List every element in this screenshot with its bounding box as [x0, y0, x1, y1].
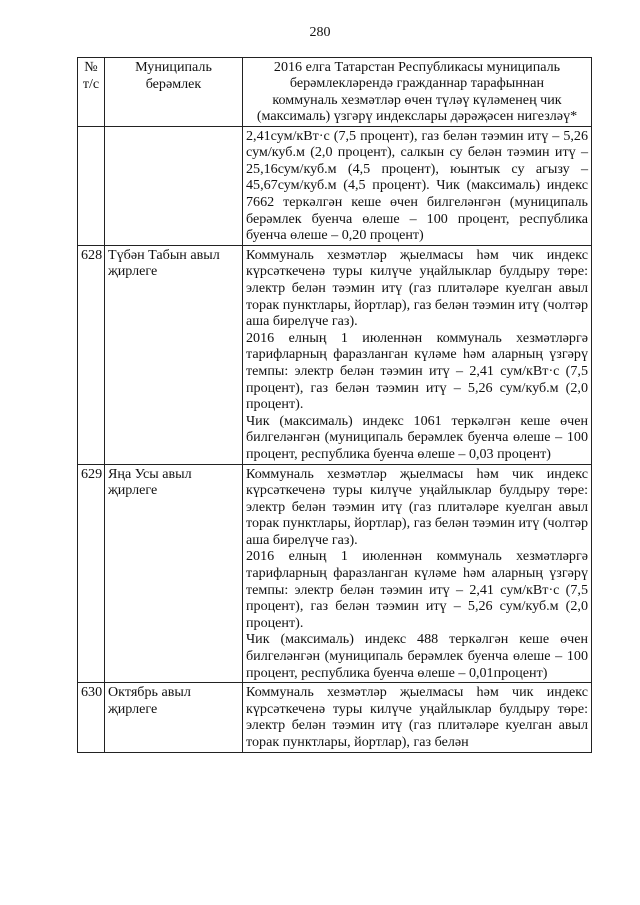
- header-number: [78, 58, 105, 127]
- row-municipality: [105, 126, 243, 245]
- description-paragraph: Коммуналь хезмәтләр җыелмасы һәм чик индекс күрсәткеченә туры килүче уңайлыклар булдыру төре: электр белән тәэмин итү (газ плитәләре куелган авыл торак пунктлары, йортлар), газ белән: [246, 684, 588, 750]
- row-municipality: Октябрь авыл җирлеге: [105, 683, 243, 752]
- table-row-continuation: [78, 126, 592, 245]
- header-description: [243, 58, 592, 127]
- header-description-line1: 2016 елга Татарстан Республикасы муниципаль: [273, 59, 561, 75]
- row-description: [243, 464, 592, 683]
- row-municipality: Яңа Усы авыл җирлеге: [105, 464, 243, 683]
- table-header-row: [78, 58, 592, 127]
- description-paragraph: Чик (максималь) индекс 1061 теркәлгән кеше өчен билгеләнгән (муниципаль берәмлек буенча өлеше – 100 процент, республика буенча өлеше – 0,03 процент): [246, 412, 588, 462]
- row-number: 630: [78, 683, 105, 752]
- description-paragraph: 2016 елның 1 июленнән коммуналь хезмәтләргә тарифларның фаразланган күләме һәм аларның үзгәрү темпы: электр белән тәэмин итү – 2,41 сум/кВт·с (7,5 процент), газ белән тәэмин итү – 5,26 сум/куб.м (2,0 процент).: [246, 548, 588, 631]
- header-number-line1: №: [84, 59, 98, 75]
- row-municipality: Түбән Табын авыл җирлеге: [105, 245, 243, 464]
- table-row: [78, 245, 592, 464]
- row-description: [243, 683, 592, 752]
- row-description: [243, 126, 592, 245]
- header-municipality: [105, 58, 243, 127]
- header-number-line2: т/с: [82, 75, 100, 92]
- header-description-line4: (максималь) үзгәрү индекслары дәрәҗәсен нигезләү*: [256, 108, 578, 125]
- table-row: [78, 464, 592, 683]
- header-description-line3: коммуналь хезмәтләр өчен түләү күләменең чик: [272, 91, 562, 108]
- header-municipality-line1: Муниципаль: [135, 59, 212, 75]
- row-number: [78, 126, 105, 245]
- description-paragraph: 2,41сум/кВт·с (7,5 процент), газ белән тәэмин итү – 5,26 сум/куб.м (2,0 процент), салкын су белән тәэмин итү – 25,16сум/куб.м (4,5 процент), юынтык су агызу – 45,67сум/куб.м (4,5 процент). Чик (максималь) индекс 7662 теркәлгән кеше өчен билгеләнгән (муниципаль берәмлек буенча өлеше – 100 процент, республика буенча өлеше – 0,20 процент): [246, 127, 588, 244]
- tariff-index-table: [77, 57, 592, 753]
- description-paragraph: Коммуналь хезмәтләр җыелмасы һәм чик индекс күрсәткеченә туры килүче уңайлыклар булдыру төре: электр белән тәэмин итү (газ плитәләре куелган авыл торак пунктлары, йортлар), газ белән тәэмин итү (чолтәр аша бирелүче газ).: [246, 465, 588, 548]
- table-row: [78, 683, 592, 752]
- row-number: 629: [78, 464, 105, 683]
- header-municipality-line2: берәмлек: [145, 75, 202, 92]
- header-description-line2: берәмлекләрендә гражданнар тарафыннан: [289, 75, 545, 92]
- description-paragraph: Коммуналь хезмәтләр җыелмасы һәм чик индекс күрсәткеченә туры килүче уңайлыклар булдыру төре: электр белән тәэмин итү (газ плитәләре куелган авыл торак пунктлары, йортлар), газ белән тәэмин итү (чолтәр аша бирелүче газ).: [246, 246, 588, 330]
- row-description: [243, 245, 592, 464]
- description-paragraph: 2016 елның 1 июленнән коммуналь хезмәтләргә тарифларның фаразланган күләме һәм аларның үзгәрү темпы: электр белән тәэмин итү – 2,41 сум/кВт·с (7,5 процент), газ белән тәэмин итү – 5,26 сум/куб.м (2,0 процент).: [246, 329, 588, 413]
- row-number: 628: [78, 245, 105, 464]
- page-number: 280: [309, 25, 331, 40]
- description-paragraph: Чик (максималь) индекс 488 теркәлгән кеше өчен билгеләнгән (муниципаль берәмлек буенча өлеше – 100 процент, республика буенча өлеше – 0,01процент): [246, 631, 588, 681]
